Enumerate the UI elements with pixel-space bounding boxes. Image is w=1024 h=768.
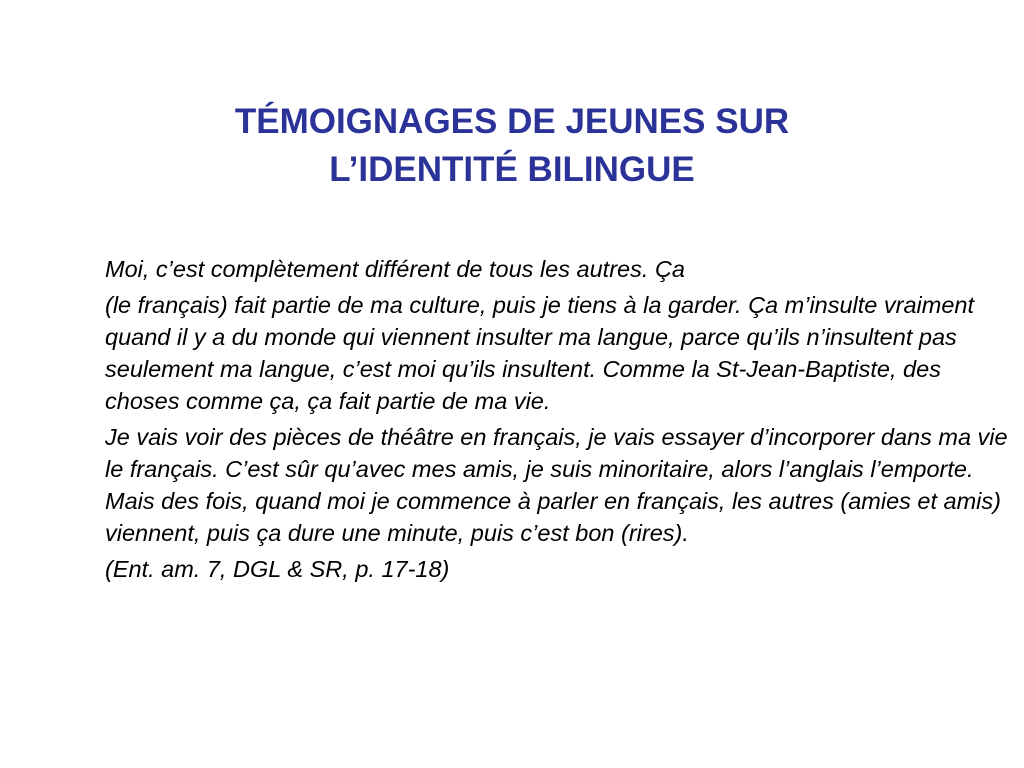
slide-title-line-1: TÉMOIGNAGES DE JEUNES SUR [234, 102, 790, 141]
citation: (Ent. am. 7, DGL & SR, p. 17-18) [105, 556, 450, 582]
slide-title [112, 98, 912, 194]
slide-body [105, 253, 1010, 589]
quote-paragraph-1: Moi, c’est complètement différent de tous les autres. Ça [105, 256, 685, 282]
slide-title-line-2: L’IDENTITÉ BILINGUE [329, 150, 695, 189]
quote-paragraph-2: (le français) fait partie de ma culture, puis je tiens à la garder. Ça m’insulte vraiment quand il y a du monde qui viennent insulter ma langue, parce qu’ils n’insultent pas seulement ma langue, c’est moi qu’ils insultent. Comme la St-Jean-Baptiste, des choses comme ça, ça fait partie de ma vie. [105, 292, 975, 414]
quote-paragraph-3: Je vais voir des pièces de théâtre en français, je vais essayer d’incorporer dans ma vie le français. C’est sûr qu’avec mes amis, je suis minoritaire, alors l’anglais l’emporte. Mais des fois, quand moi je commence à parler en français, les autres (amies et amis) viennent, puis ça dure une minute, puis c’est bon (rires). [105, 424, 1008, 546]
